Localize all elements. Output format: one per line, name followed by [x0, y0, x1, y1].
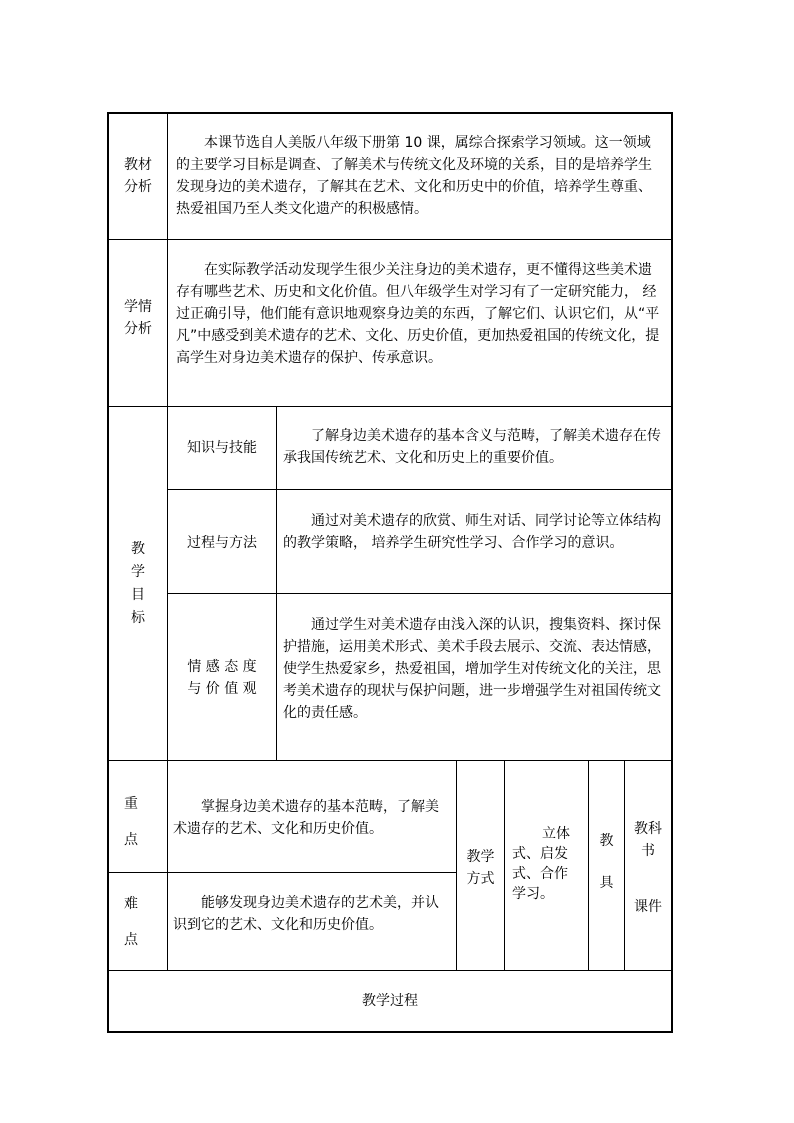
table-border-right [671, 112, 673, 1033]
zhishi-jineng-label: 知识与技能 [187, 440, 257, 456]
jiaocai-label: 教材 分析 [124, 157, 152, 195]
column-divider [504, 760, 505, 970]
table-border-top [107, 112, 673, 114]
row-divider [167, 489, 673, 490]
zhishi-jineng-text: 了解身边美术遗存的基本含义与范畴，了解美术遗存在传承我国传统艺术、文化和历史上的重要价值。 [283, 428, 661, 466]
zhongdian-text: 掌握身边美术遗存的基本范畴，了解美术遗存的艺术、文化和历史价值。 [173, 799, 439, 837]
row-divider [167, 593, 673, 594]
qinggan-text: 通过学生对美术遗存由浅入深的认识，搜集资料、探讨保护措施，运用美术形式、美术手段去展示、交流、表达情感，使学生热爱家乡，热爱祖国，增加学生对传统文化的关注，思考美术遗存的现状与保护问题，进一步增强学生对祖国传统文化的责任感。 [283, 617, 661, 721]
guocheng-fangfa-text: 通过对美术遗存的欣赏、师生对话、同学讨论等立体结构的教学策略， 培养学生研究性学习、合作学习的意识。 [283, 513, 661, 551]
table-border-bottom [107, 1031, 673, 1033]
xueqing-text: 在实际教学活动发现学生很少关注身边的美术遗存，更不懂得这些美术遗存有哪些艺术、历史和文化价值。但八年级学生对学习有了一定研究能力， 经过正确引导，他们能有意识地观察身边美的东西，了解它们、认识它们，从“平凡”中感受到美术遗存的艺术、文化、历史价值，更加热爱祖国的传统文化，提高学生对身边美术遗存的保护、传承意识。 [176, 262, 660, 366]
jiaoju-item-textbook: 教科 书 [634, 821, 662, 859]
row-divider [107, 872, 456, 873]
fangshi-label: 教学 方式 [466, 849, 495, 887]
table-border-left [107, 112, 109, 1033]
fangshi-value: 立体 式、启发 式、合作 学习。 [512, 826, 570, 902]
row-divider [107, 970, 673, 971]
row-divider [107, 406, 673, 407]
jiaoju-item-courseware: 课件 [634, 899, 662, 915]
column-divider [276, 406, 277, 760]
zhongdian-label: 重 点 [124, 796, 138, 848]
row-divider [107, 239, 673, 240]
qinggan-label: 情 感 态 度 与 价 值 观 [187, 659, 257, 697]
nandian-label: 难 点 [124, 896, 138, 948]
xueqing-label: 学情 分析 [124, 299, 152, 337]
nandian-text: 能够发现身边美术遗存的艺术美，并认识到它的艺术、文化和历史价值。 [173, 895, 439, 933]
jiaocai-text: 本课节选自人美版八年级下册第 10 课，属综合探索学习领域。这一领域的主要学习目标是调查、了解美术与传统文化及环境的关系，目的是培养学生发现身边的美术遗存，了解其在艺术、文化和历史中的价值，培养学生尊重、热爱祖国乃至人类文化遗产的积极感情。 [176, 135, 652, 217]
column-divider [624, 760, 625, 970]
mubiao-label: 教 学 目 标 [131, 541, 145, 626]
guocheng-fangfa-label: 过程与方法 [187, 535, 257, 551]
jiaoju-label: 教 具 [599, 833, 614, 891]
guocheng-heading: 教学过程 [362, 993, 418, 1009]
